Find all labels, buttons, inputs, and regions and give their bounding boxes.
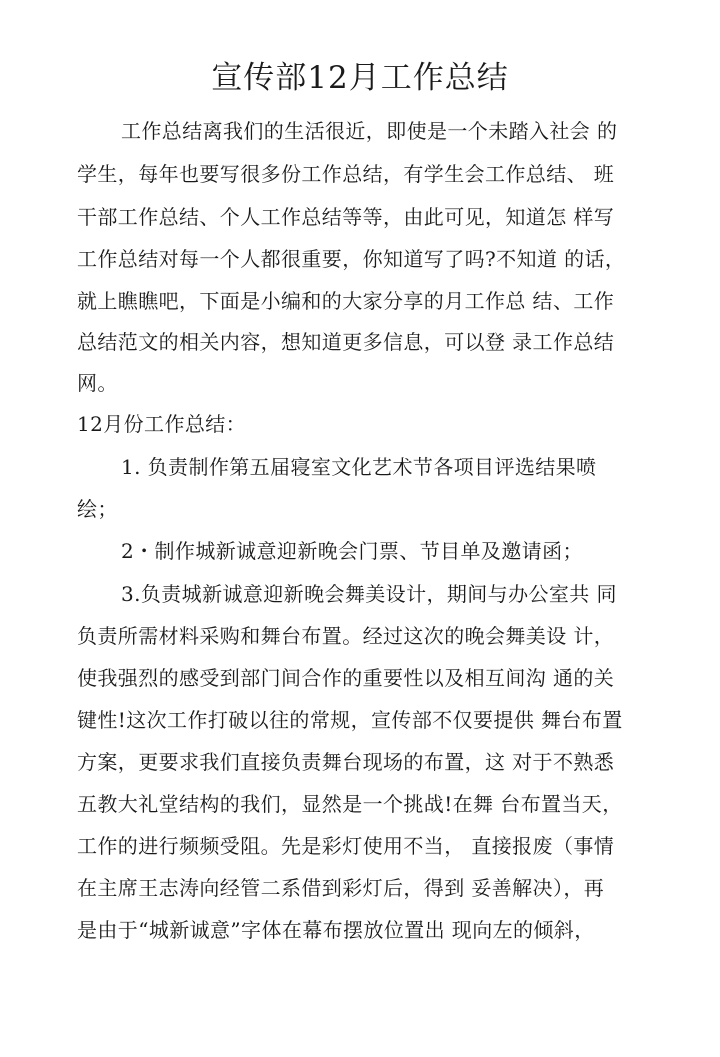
paragraph-line: 键性!这次工作打破以往的常规，宣传部不仅要提供 舞台布置 — [77, 708, 623, 732]
paragraph-line: 负责所需材料采购和舞台布置。经过这次的晚会舞美设 计， — [77, 624, 615, 648]
list-item: 2・制作城新诚意迎新晚会门票、节目单及邀请函； — [121, 539, 583, 563]
paragraph-line: 工作总结对每一个人都很重要，你知道写了吗?不知道 的话， — [77, 247, 626, 271]
document-title: 宣传部12月工作总结 — [211, 60, 509, 96]
paragraph-line: 总结范文的相关内容，想知道更多信息，可以登 录工作总结 — [77, 330, 615, 354]
paragraph-line: 使我强烈的感受到部门间合作的重要性以及相互间沟 通的关 — [77, 666, 615, 690]
paragraph-line: 工作总结离我们的生活很近，即使是一个未踏入社会 的 — [121, 119, 618, 143]
section-heading: 12月份工作总结： — [77, 412, 247, 436]
paragraph-line: 是由于“城新诚意”字体在幕布摆放位置出 现向左的倾斜， — [77, 918, 595, 942]
list-item-continuation: 绘； — [77, 497, 118, 521]
paragraph-line: 就上瞧瞧吧，下面是小编和的大家分享的月工作总 结、工作 — [77, 289, 615, 313]
paragraph-line: 干部工作总结、个人工作总结等等，由此可见，知道怎 样写 — [77, 205, 615, 229]
paragraph-line: 网。 — [77, 371, 118, 395]
list-item: 1. 负责制作第五届寝室文化艺术节各项目评选结果喷 — [121, 455, 597, 479]
list-item: 3.负责城新诚意迎新晚会舞美设计，期间与办公室共 同 — [121, 582, 617, 606]
paragraph-line: 在主席王志涛向经管二系借到彩灯后，得到 妥善解决），再 — [77, 876, 605, 900]
paragraph-line: 学生，每年也要写很多份工作总结，有学生会工作总结、 班 — [77, 162, 615, 186]
paragraph-line: 五教大礼堂结构的我们，显然是一个挑战!在舞 台布置当天， — [77, 792, 623, 816]
paragraph-line: 方案，更要求我们直接负责舞台现场的布置，这 对于不熟悉 — [77, 750, 615, 774]
paragraph-line: 工作的进行频频受阻。先是彩灯使用不当， 直接报废（事情 — [77, 834, 615, 858]
